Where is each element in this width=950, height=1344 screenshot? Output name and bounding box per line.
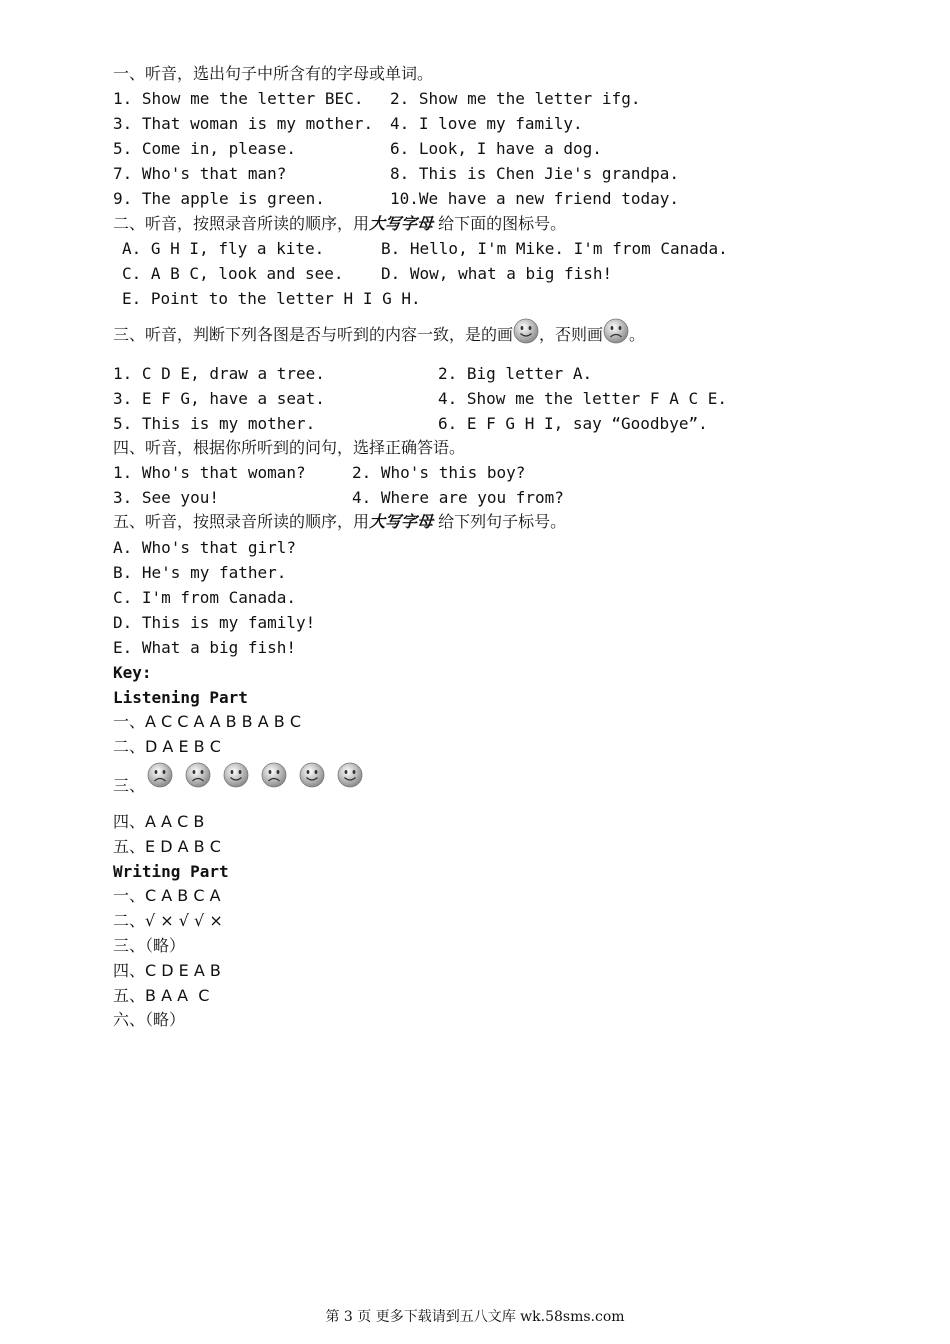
writing-part-heading: Writing Part — [113, 862, 229, 881]
s5-item-d: D. This is my family! — [113, 613, 316, 632]
sad-face-icon — [147, 762, 173, 792]
s5-item-a: A. Who's that girl? — [113, 538, 297, 557]
writing-answer-3: 三、（略） — [113, 936, 186, 955]
listening-answer-3 — [113, 760, 375, 794]
sad-face-icon — [261, 762, 287, 792]
section2-title: 二、听音，按照录音所读的顺序，用大写字母 给下面的图标号。 — [113, 214, 567, 233]
s4-item-3: 3. See you! — [113, 488, 219, 507]
s3-item-1: 1. C D E, draw a tree. — [113, 364, 325, 383]
writing-answer-2: 二、√ × √ √ × — [113, 911, 223, 930]
section3-title: 三、听音，判断下列各图是否与听到的内容一致，是的画 ，否则画 。 — [113, 318, 645, 353]
section5-title: 五、听音，按照录音所读的顺序，用大写字母 给下列句子标号。 — [113, 512, 567, 531]
s1-item-3: 3. That woman is my mother. — [113, 114, 374, 133]
s2-item-a: A. G H I, fly a kite. — [122, 239, 325, 258]
sad-face-icon — [185, 762, 211, 792]
s4-item-4: 4. Where are you from? — [352, 488, 564, 507]
s2-item-d: D. Wow, what a big fish! — [381, 264, 613, 283]
s4-item-2: 2. Who's this boy? — [352, 463, 526, 482]
s1-item-6: 6. Look, I have a dog. — [390, 139, 602, 158]
smiley-face-icon — [337, 762, 363, 792]
s3-item-4: 4. Show me the letter F A C E. — [438, 389, 727, 408]
page-footer: 第 3 页 更多下载请到五八文库 wk.58sms.com — [325, 1309, 625, 1325]
listening-answer-2: 二、D A E B C — [113, 737, 221, 756]
s3-item-6: 6. E F G H I, say “Goodbye”. — [438, 414, 708, 433]
s3-item-2: 2. Big letter A. — [438, 364, 593, 383]
s1-item-5: 5. Come in, please. — [113, 139, 297, 158]
s2-item-e: E. Point to the letter H I G H. — [122, 289, 421, 308]
s2-item-c: C. A B C, look and see. — [122, 264, 344, 283]
s1-item-2: 2. Show me the letter ifg. — [390, 89, 641, 108]
listening-answer-5: 五、E D A B C — [113, 837, 221, 856]
section1-title: 一、听音，选出句子中所含有的字母或单词。 — [113, 64, 434, 83]
s1-item-10: 10.We have a new friend today. — [390, 189, 679, 208]
writing-answer-1: 一、C A B C A — [113, 886, 221, 905]
s1-item-7: 7. Who's that man? — [113, 164, 287, 183]
key-heading: Key: — [113, 663, 152, 682]
section5-title-emphasis: 大写字母 — [369, 512, 434, 531]
writing-answer-4: 四、C D E A B — [113, 961, 221, 980]
writing-answer-5: 五、B A A C — [113, 986, 210, 1005]
s5-item-e: E. What a big fish! — [113, 638, 297, 657]
s1-item-8: 8. This is Chen Jie's grandpa. — [390, 164, 679, 183]
listening-answer-4: 四、A A C B — [113, 812, 205, 831]
s5-item-b: B. He's my father. — [113, 563, 287, 582]
s1-item-1: 1. Show me the letter BEC. — [113, 89, 364, 108]
smiley-face-icon — [513, 318, 539, 353]
s2-item-b: B. Hello, I'm Mike. I'm from Canada. — [381, 239, 728, 258]
smiley-face-icon — [299, 762, 325, 792]
section4-title: 四、听音，根据你所听到的问句，选择正确答语。 — [113, 438, 466, 457]
listening-answer-1: 一、A C C A A B B A B C — [113, 712, 302, 731]
s1-item-4: 4. I love my family. — [390, 114, 583, 133]
listening-part-heading: Listening Part — [113, 688, 248, 707]
writing-answer-6: 六、（略） — [113, 1010, 186, 1029]
section2-title-emphasis: 大写字母 — [369, 214, 434, 233]
answer-faces — [147, 762, 375, 792]
smiley-face-icon — [223, 762, 249, 792]
s4-item-1: 1. Who's that woman? — [113, 463, 306, 482]
s3-item-5: 5. This is my mother. — [113, 414, 316, 433]
s3-item-3: 3. E F G, have a seat. — [113, 389, 325, 408]
s1-item-9: 9. The apple is green. — [113, 189, 325, 208]
listening-answer-3-label: 三、 — [113, 775, 146, 795]
s5-item-c: C. I'm from Canada. — [113, 588, 297, 607]
sad-face-icon — [603, 318, 629, 353]
